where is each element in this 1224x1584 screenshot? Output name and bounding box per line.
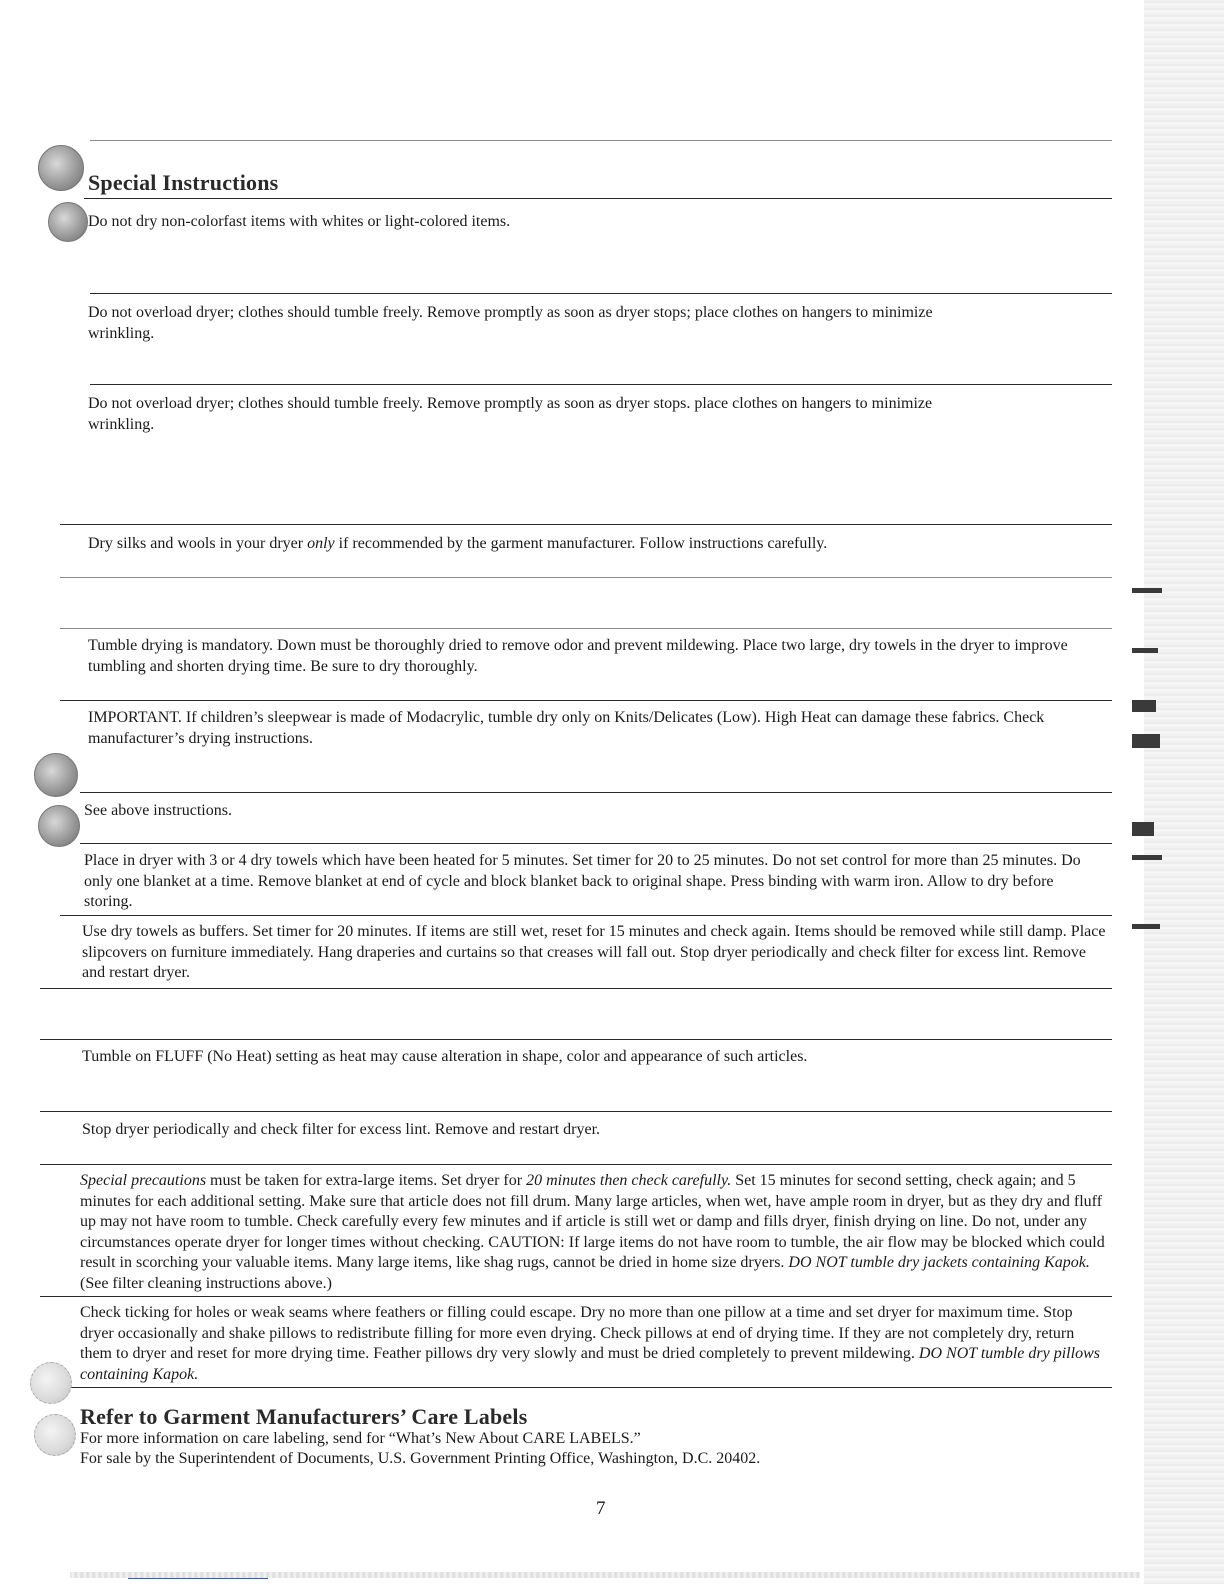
instruction-item: Tumble on FLUFF (No Heat) setting as heat may cause alteration in shape, color and appearance of such articles. (82, 1048, 808, 1065)
divider-rule (60, 524, 1112, 525)
section-bullet-icon (38, 145, 84, 191)
divider-rule (40, 1111, 1112, 1112)
divider-rule (60, 577, 1112, 578)
heading-rule (84, 198, 1112, 199)
item-bullet-icon (38, 805, 80, 847)
edge-mark (1132, 648, 1158, 653)
instruction-item: Tumble drying is mandatory. Down must be thoroughly dried to remove odor and prevent mildewing. Place two large, dry towels in the dryer to improve tumbling and shorten drying time. Be sure to dry thoroughly. (88, 637, 1068, 675)
divider-rule (60, 700, 1112, 701)
divider-rule (80, 792, 1112, 793)
instruction-item: See above instructions. (84, 802, 232, 819)
divider-rule (40, 1039, 1112, 1040)
scan-edge-shadow (1144, 0, 1224, 1584)
instruction-item: Check ticking for holes or weak seams where feathers or filling could escape. Dry no more than one pillow at a time and set dryer for maximum time. Stop dryer occasionally and shake pillows to redistribute filling for more even drying. Check pillows at end of drying time. If they are not completely dry, return them to dryer and reset for more drying time. Feather pillows dry very slowly and must be dried completely to prevent mildewing. DO NOT tumble dry pillows containing Kapok. (80, 1304, 1100, 1383)
edge-mark (1132, 822, 1154, 836)
divider-rule (40, 988, 1112, 989)
instruction-item: Do not overload dryer; clothes should tumble freely. Remove promptly as soon as dryer stops; place clothes on hangers to minimize wrinkling. (88, 304, 933, 342)
edge-mark (1132, 924, 1160, 929)
divider-rule (60, 1387, 1112, 1388)
divider-rule (90, 293, 1112, 294)
edge-mark (1132, 734, 1160, 748)
care-label-source: For sale by the Superintendent of Documents, U.S. Government Printing Office, Washington, D.C. 20402. (80, 1450, 761, 1467)
instruction-item: Use dry towels as buffers. Set timer for 20 minutes. If items are still wet, reset for 15 minutes and check again. Items should be removed while still damp. Place slipcovers on furniture immediately. Hang draperies and curtains so that creases will fall out. Stop dryer periodically and check filter for excess lint. Remove and restart dryer. (82, 923, 1106, 981)
instruction-item: Do not overload dryer; clothes should tumble freely. Remove promptly as soon as dryer stops. place clothes on hangers to minimize wrinkling. (88, 395, 933, 433)
divider-rule (40, 1164, 1112, 1165)
instruction-item: Do not dry non-colorfast items with whites or light-colored items. (88, 213, 511, 230)
edge-mark (1132, 588, 1162, 593)
instruction-item: Place in dryer with 3 or 4 dry towels which have been heated for 5 minutes. Set timer for 20 to 25 minutes. Do not set control for more than 25 minutes. Do only one blanket at a time. Remove blanket at end of cycle and block blanket back to original shape. Press binding with warm iron. Allow to dry before storing. (84, 852, 1081, 910)
item-bullet-icon (30, 1362, 72, 1404)
instruction-item: Special precautions must be taken for extra-large items. Set dryer for 20 minutes then check carefully. Set 15 minutes for second setting, check again; and 5 minutes for each additional setting. Make sure that article does not fill drum. Many large articles, when wet, have ample room in dryer, but as they dry and fluff up may not have room to tumble. Check carefully every few minutes and if article is still wet or damp and fills dryer, finish drying on line. Do not, under any circumstances operate dryer for longer times without checking. CAUTION: If large items do not have room to tumble, the air flow may be blocked which could result in scorching your valuable items. Many large items, like shag rugs, cannot be dried in home size dryers. DO NOT tumble dry jackets containing Kapok. (See filter cleaning instructions above.) (80, 1172, 1105, 1292)
item-bullet-icon (34, 753, 78, 797)
instruction-item: Stop dryer periodically and check filter for excess lint. Remove and restart dryer. (82, 1121, 601, 1138)
divider-rule (80, 843, 1112, 844)
edge-mark (1132, 700, 1156, 712)
item-bullet-icon (48, 202, 88, 242)
divider-rule (60, 628, 1112, 629)
instruction-item: IMPORTANT. If children’s sleepwear is made of Modacrylic, tumble dry only on Knits/Delicates (Low). High Heat can damage these fabrics. Check manufacturer’s drying instructions. (88, 709, 1045, 747)
instruction-item: Dry silks and wools in your dryer only if recommended by the garment manufacturer. Follow instructions carefully. (88, 535, 828, 552)
section-heading: Special Instructions (88, 170, 279, 195)
section-bullet-icon (34, 1414, 76, 1456)
divider-rule (60, 915, 1112, 916)
edge-mark (1132, 855, 1162, 860)
care-label-info: For more information on care labeling, send for “What’s New About CARE LABELS.” (80, 1430, 641, 1447)
divider-rule (90, 384, 1112, 385)
section-heading: Refer to Garment Manufacturers’ Care Labels (80, 1404, 528, 1429)
page-number: 7 (596, 1498, 606, 1519)
top-rule (90, 140, 1112, 141)
divider-rule (40, 1296, 1112, 1297)
scan-bottom-line (128, 1578, 268, 1579)
